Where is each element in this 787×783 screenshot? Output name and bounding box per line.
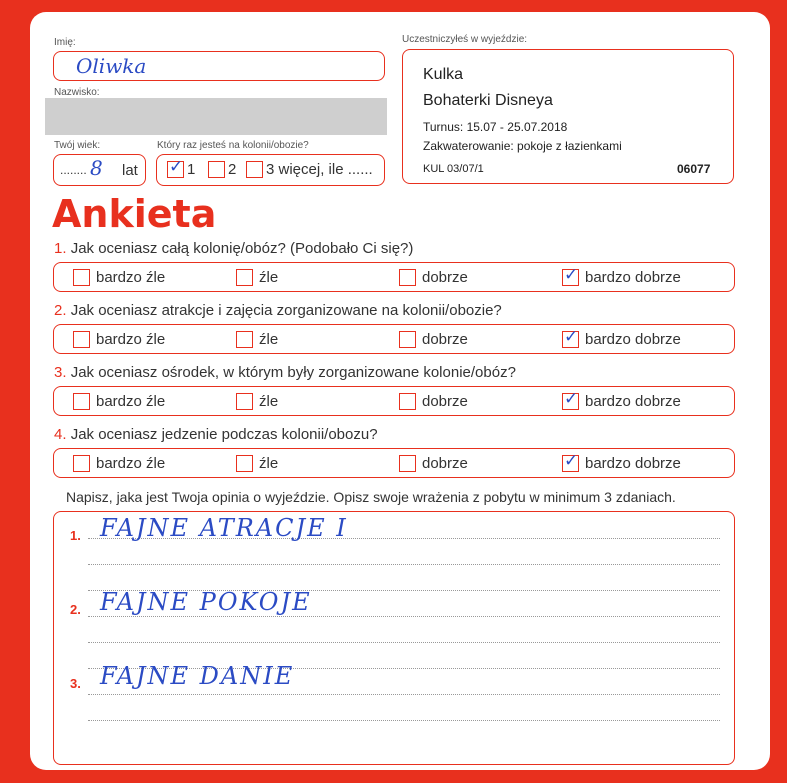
checkbox-icon[interactable] <box>236 393 253 410</box>
sentence-number: 3. <box>70 676 81 691</box>
question-number: 2. <box>54 302 67 319</box>
checkbox-icon[interactable] <box>208 161 225 178</box>
rating-option[interactable] <box>399 268 468 286</box>
rating-option-label: źle <box>259 392 279 410</box>
question-number: 3. <box>54 364 67 381</box>
rating-option-label: bardzo dobrze <box>585 268 681 286</box>
question-number: 4. <box>54 426 67 443</box>
checkbox-icon[interactable] <box>399 331 416 348</box>
rating-option[interactable] <box>73 330 165 348</box>
checkbox-icon[interactable] <box>236 455 253 472</box>
visit-field <box>156 154 385 186</box>
rating-option-label: bardzo źle <box>96 454 166 472</box>
rating-option-label: dobrze <box>422 268 468 286</box>
dotted-line <box>88 642 720 643</box>
rating-option-label: dobrze <box>422 392 468 410</box>
question-text <box>54 426 378 443</box>
rating-option[interactable] <box>562 326 681 348</box>
rating-option[interactable] <box>562 450 681 472</box>
rating-option[interactable] <box>562 388 681 410</box>
checkbox-icon[interactable] <box>399 455 416 472</box>
checkbox-icon[interactable] <box>73 393 90 410</box>
rating-option-label: bardzo dobrze <box>585 330 681 348</box>
rating-option-label: bardzo dobrze <box>585 454 681 472</box>
checkbox-icon[interactable] <box>246 161 263 178</box>
dotted-line <box>88 694 720 695</box>
checkmark-icon: ✓ <box>564 326 579 347</box>
rating-option[interactable] <box>236 392 278 410</box>
rating-option[interactable] <box>73 392 165 410</box>
surname-redacted <box>45 98 387 135</box>
rating-option-label: bardzo dobrze <box>585 392 681 410</box>
age-value: 8 <box>90 156 103 180</box>
rating-option[interactable] <box>562 264 681 286</box>
name-field[interactable] <box>53 51 385 81</box>
name-label: Imię: <box>54 37 76 48</box>
checkbox-icon[interactable] <box>562 326 579 348</box>
rating-option-label: bardzo źle <box>96 268 166 286</box>
question-number: 1. <box>54 240 67 257</box>
checkbox-icon[interactable] <box>73 331 90 348</box>
sentence-number: 1. <box>70 528 81 543</box>
dotted-line <box>88 564 720 565</box>
age-dots: ........ <box>60 163 87 177</box>
question-label: Jak oceniasz atrakcje i zajęcia zorganizowane na kolonii/obozie? <box>70 302 502 319</box>
rating-option[interactable] <box>236 330 278 348</box>
surname-label: Nazwisko: <box>54 87 100 98</box>
visit-option-1[interactable]: ✓ 1 <box>169 156 196 178</box>
question-text <box>54 302 502 319</box>
trip-code: KUL 03/07/1 <box>423 163 484 175</box>
checkbox-icon[interactable] <box>399 393 416 410</box>
rating-option[interactable] <box>73 454 165 472</box>
trip-name: Kulka <box>423 66 464 83</box>
checkbox-icon[interactable] <box>236 269 253 286</box>
visit-option-2[interactable]: 2 <box>208 160 236 178</box>
dotted-line <box>88 720 720 721</box>
question-text <box>54 364 516 381</box>
rating-option-label: źle <box>259 454 279 472</box>
age-field[interactable] <box>53 154 146 186</box>
visit-option-3[interactable]: 3 więcej, ile ...... <box>246 160 373 178</box>
checkbox-icon[interactable] <box>73 269 90 286</box>
checkbox-icon[interactable] <box>562 388 579 410</box>
age-unit: lat <box>122 162 138 179</box>
rating-option-label: bardzo źle <box>96 392 166 410</box>
rating-row <box>53 324 735 354</box>
visit-label: Który raz jesteś na kolonii/obozie? <box>157 140 309 151</box>
rating-option-label: bardzo źle <box>96 330 166 348</box>
sentence-number: 2. <box>70 602 81 617</box>
rating-option-label: dobrze <box>422 330 468 348</box>
checkbox-icon[interactable] <box>167 156 184 178</box>
age-label: Twój wiek: <box>54 140 101 151</box>
opinion-prompt: Napisz, jaka jest Twoja opinia o wyjeździe. Opisz swoje wrażenia z pobytu w minimum 3 zdaniach. <box>66 489 676 505</box>
checkbox-icon[interactable] <box>399 269 416 286</box>
trip-info-box <box>402 49 734 184</box>
sentence-text: FAJNE POKOJE <box>100 588 312 616</box>
rating-option[interactable] <box>236 454 278 472</box>
trip-accommodation: Zakwaterowanie: pokoje z łazienkami <box>423 139 622 153</box>
rating-option-label: źle <box>259 330 279 348</box>
rating-row <box>53 448 735 478</box>
rating-option[interactable] <box>399 392 468 410</box>
sentence-text: FAJNE ATRACJE I <box>100 514 348 542</box>
rating-option[interactable] <box>73 268 165 286</box>
trip-theme: Bohaterki Disneya <box>423 92 553 109</box>
rating-row <box>53 386 735 416</box>
rating-option[interactable] <box>236 268 278 286</box>
dotted-line <box>88 616 720 617</box>
checkbox-icon[interactable] <box>236 331 253 348</box>
checkmark-icon: ✓ <box>564 264 579 285</box>
checkmark-icon: ✓ <box>564 450 579 471</box>
trip-turnus: Turnus: 15.07 - 25.07.2018 <box>423 120 568 134</box>
sentence-text: FAJNE DANIE <box>100 662 295 690</box>
question-text <box>54 240 413 257</box>
trip-label: Uczestniczyłeś w wyjeździe: <box>402 34 528 45</box>
rating-option-label: źle <box>259 268 279 286</box>
rating-option-label: dobrze <box>422 454 468 472</box>
opinion-box[interactable] <box>53 511 735 765</box>
trip-number: 06077 <box>677 162 711 176</box>
question-label: Jak oceniasz całą kolonię/obóz? (Podobało Ci się?) <box>70 240 414 257</box>
rating-option[interactable] <box>399 330 468 348</box>
checkbox-icon[interactable] <box>562 450 579 472</box>
survey-title: Ankieta <box>52 192 217 236</box>
checkmark-icon: ✓ <box>564 388 579 409</box>
checkmark-icon: ✓ <box>169 156 184 177</box>
rating-row <box>53 262 735 292</box>
checkbox-icon[interactable] <box>73 455 90 472</box>
name-value: Oliwka <box>76 54 147 78</box>
question-label: Jak oceniasz jedzenie podczas kolonii/obozu? <box>70 426 378 443</box>
checkbox-icon[interactable] <box>562 264 579 286</box>
question-label: Jak oceniasz ośrodek, w którym były zorganizowane kolonie/obóz? <box>70 364 516 381</box>
rating-option[interactable] <box>399 454 468 472</box>
